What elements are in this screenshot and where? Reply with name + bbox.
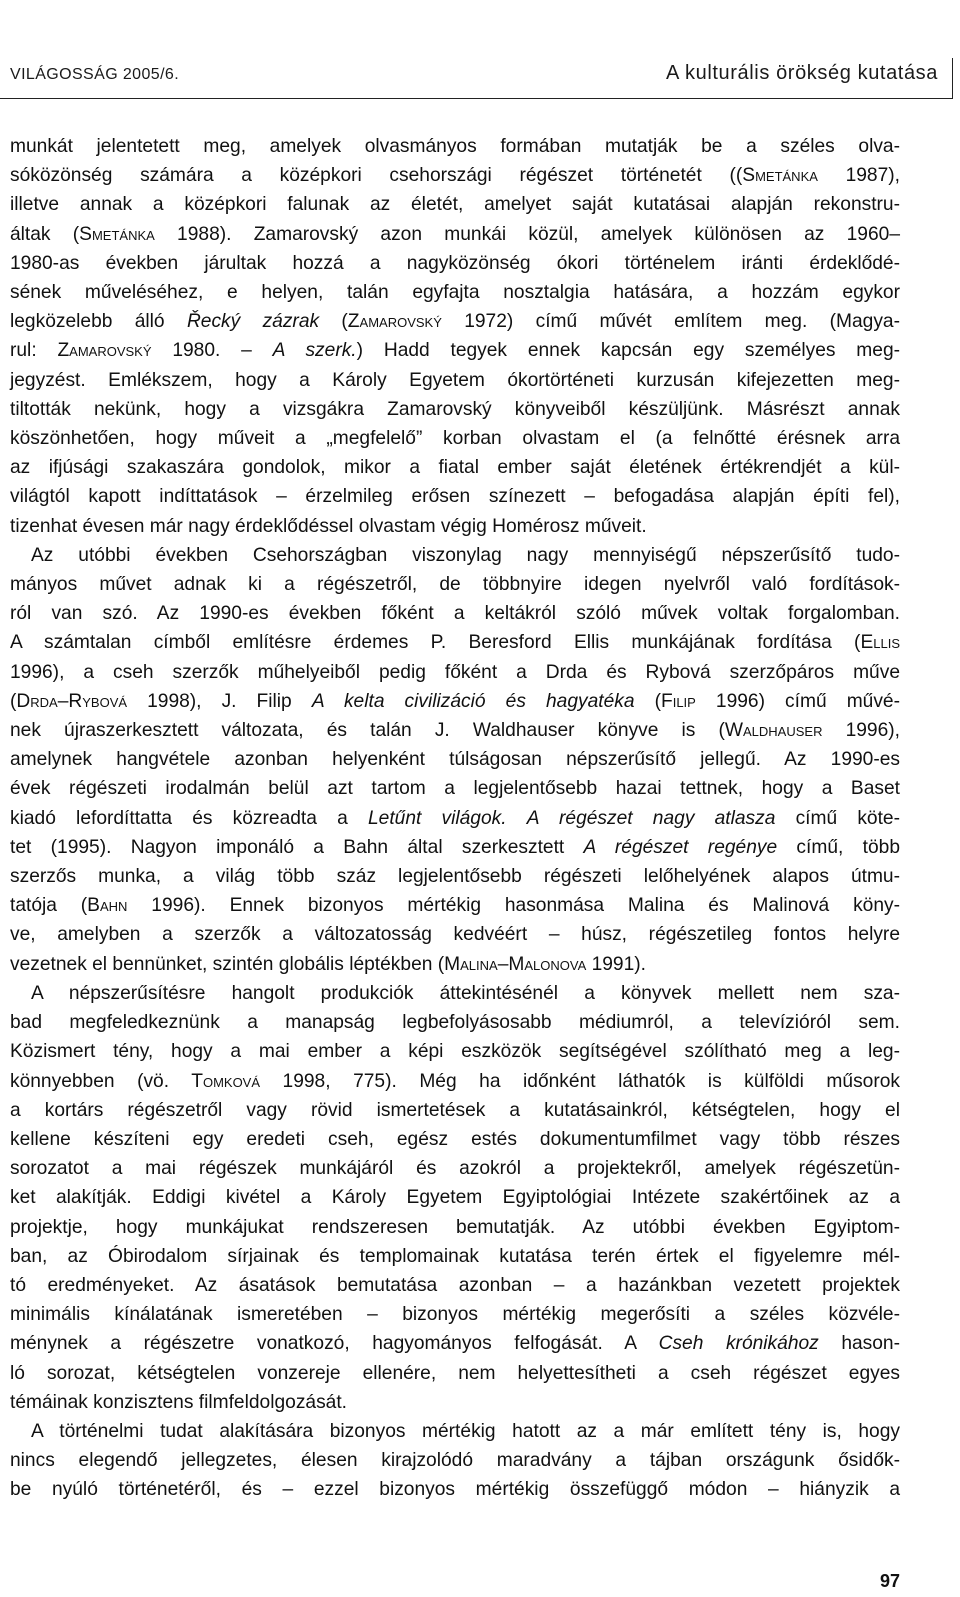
- text-line: [10, 453, 900, 482]
- text-run: jegyzést. Emlékszem, hogy a Károly Egyetem ókortörténeti kurzusán kifejezetten meg-: [10, 369, 900, 391]
- title-italic: Letűnt világok.: [367, 807, 507, 829]
- text-line: [10, 1271, 900, 1300]
- author-citation: rda: [30, 690, 58, 712]
- text-line: [10, 1417, 900, 1446]
- page-number: 97: [880, 1571, 901, 1591]
- text-line: [10, 1067, 900, 1096]
- text-run: köszönhetően, hogy műveit a „megfelelő” korban olvastam el (a felnőtté érésnek arra: [10, 428, 900, 450]
- text-line: [10, 862, 900, 891]
- author-citation: ybová: [82, 690, 128, 712]
- text-run: –R: [57, 690, 83, 712]
- text-run: 1996). Ennek bizonyos mértékig hasonmása Malina és Malinová köny-: [127, 895, 900, 917]
- text-run: ló sorozat, kétségtelen vonzereje ellenére, nem helyettesítheti a cseh régészet egyes: [10, 1362, 900, 1384]
- text-run: kiadó lefordíttatta és közreadta a: [10, 807, 368, 829]
- text-line: [10, 249, 900, 278]
- text-run: tiltották nekünk, hogy a vizsgákra Zamarovský könyveiből készüljünk. Másrészt annak: [10, 398, 900, 420]
- text-line: [10, 774, 900, 803]
- text-line: [10, 220, 900, 249]
- title-italic: A kelta civilizáció és hagyatéka: [311, 690, 635, 712]
- author-citation: ahn: [100, 895, 128, 917]
- text-run: tó eredményeket. Az ásatások bemutatása azonban – a hazánkban vezetett projektek: [10, 1274, 900, 1296]
- title-italic: Řecký zázrak: [186, 311, 320, 333]
- text-run: szerzős munka, a világ több száz legjelentősebb régészeti lelőhelyének alapos útmu-: [10, 866, 900, 888]
- text-run: áltak (S: [10, 223, 92, 245]
- text-run: 1972) című művét említem meg. (Magya-: [441, 311, 900, 333]
- text-run: ) Hadd tegyek ennek kapcsán egy személyes meg-: [356, 340, 901, 362]
- author-citation: llis: [873, 632, 900, 654]
- author-citation: alina: [460, 953, 498, 975]
- text-run: nek újraszerkesztett változata, és talán J. Waldhauser könyve is (W: [10, 720, 743, 742]
- text-run: Közismert tény, hogy a mai ember a képi eszközök segítségével szólítható meg a leg-: [10, 1041, 900, 1063]
- text-line: [10, 1388, 900, 1417]
- text-run: évek régészeti irodalmán belül azt tartom a legjelentősebb hazai tettnek, hogy a Baset: [10, 778, 900, 800]
- text-run: sorozatot a mai régészek munkájáról és azokról a projektekről, amelyek régészetün-: [10, 1158, 900, 1180]
- text-run: rul: Z: [10, 340, 70, 362]
- text-run: be nyúló történetéről, és – ezzel bizonyos mértékig összefüggő módon – hiányzik a: [10, 1479, 900, 1501]
- text-run: 1980. –: [151, 340, 273, 362]
- text-run: 1996),: [822, 720, 900, 742]
- text-line: [10, 336, 900, 365]
- text-run: 1987),: [817, 165, 900, 187]
- text-run: –M: [497, 953, 525, 975]
- text-run: hason-: [818, 1333, 900, 1355]
- author-citation: metánka: [755, 165, 818, 187]
- text-run: témáinak konzisztens filmfeldolgozását.: [10, 1391, 348, 1413]
- text-line: [10, 278, 900, 307]
- text-line: [10, 541, 900, 570]
- text-line: [10, 1213, 900, 1242]
- text-line: [10, 1125, 900, 1154]
- text-run: sóközönség számára a középkori csehországi régészet történetét ((S: [10, 165, 756, 187]
- text-run: tizenhat évesen már nagy érdeklődéssel olvastam végig Homérosz műveit.: [10, 515, 647, 537]
- text-line: [10, 804, 900, 833]
- text-line: [10, 512, 900, 541]
- text-run: illetve annak a középkori falunak az életét, amelyet saját kutatásai alapján rekonstru-: [10, 194, 900, 216]
- text-line: [10, 1242, 900, 1271]
- text-run: ket alakítják. Eddigi kivétel a Károly Egyetem Egyiptológiai Intézete szakértőinek az a: [10, 1187, 900, 1209]
- title-italic: A szerk.: [272, 340, 357, 362]
- article-body: [10, 132, 900, 1505]
- text-run: ménynek a régészetre vonatkozó, hagyományos felfogását. A: [10, 1333, 659, 1355]
- text-line: [10, 599, 900, 628]
- text-line: [10, 1329, 900, 1358]
- text-line: [10, 1037, 900, 1066]
- text-line: [10, 1475, 900, 1504]
- text-line: [10, 658, 900, 687]
- text-line: [10, 395, 900, 424]
- text-run: 1991).: [586, 953, 646, 975]
- text-line: [10, 891, 900, 920]
- text-run: munkát jelentetett meg, amelyek olvasmányos formában mutatják be a széles olva-: [10, 136, 900, 157]
- text-run: (Z: [319, 311, 360, 333]
- text-line: [10, 1446, 900, 1475]
- text-line: [10, 979, 900, 1008]
- title-italic: Cseh krónikához: [658, 1333, 819, 1355]
- journal-title: VILÁGOSSÁG 2005/6.: [10, 66, 180, 83]
- text-run: tet (1995). Nagyon imponáló a Bahn által szerkesztett: [10, 836, 584, 858]
- section-title: A kulturális örökség kutatása: [666, 62, 938, 84]
- text-run: 1998), J. Filip: [127, 690, 312, 712]
- text-run: az ifjúsági szakaszára gondolok, mikor a fiatal ember saját életének értékrendjét a kül-: [10, 457, 900, 479]
- text-line: [10, 366, 900, 395]
- text-run: minimális kínálatának ismeretében – bizonyos mértékig megerősíti a széles közvéle-: [10, 1304, 900, 1326]
- author-citation: alonova: [524, 953, 587, 975]
- running-header: [0, 58, 953, 99]
- text-run: 1980-as években járultak hozzá a nagyközönség ókori történelem iránti érdeklődé-: [10, 252, 900, 274]
- text-line: [10, 833, 900, 862]
- text-run: című köte-: [775, 807, 900, 829]
- text-run: A történelmi tudat alakítására bizonyos mértékig hatott az a már említett tény is, hogy: [31, 1420, 900, 1442]
- text-run: bad megfeledkeznünk a manapság legbefolyásosabb médiumról, a televízióról sem.: [10, 1012, 900, 1034]
- text-run: kellene készíteni egy eredeti cseh, egész estés dokumentumfilmet vagy több részes: [10, 1128, 900, 1150]
- text-line: [10, 482, 900, 511]
- text-run: ban, az Óbirodalom sírjainak és templomainak kutatása terén értek el figyelemre mél-: [10, 1245, 900, 1267]
- text-line: [10, 1008, 900, 1037]
- text-run: tatója (B: [10, 895, 100, 917]
- text-line: [10, 307, 900, 336]
- text-run: (F: [634, 690, 673, 712]
- text-run: a kortárs régészetről vagy rövid ismertetések a kutatásainkról, kétségtelen, hogy el: [10, 1099, 900, 1121]
- text-line: [10, 950, 900, 979]
- text-run: mányos művet adnak ki a régészetről, de többnyire idegen nyelvről való fordítások-: [10, 574, 900, 596]
- text-run: (D: [10, 690, 31, 712]
- text-line: [10, 687, 900, 716]
- text-run: vezetnek el bennünket, szintén globális léptékben (M: [10, 953, 461, 975]
- text-line: [10, 424, 900, 453]
- text-run: nincs elegendő jellegzetes, élesen kirajzolódó maradvány a tájban országunk ősidők-: [10, 1450, 900, 1472]
- text-run: legközelebb álló: [10, 311, 187, 333]
- text-line: [10, 716, 900, 745]
- author-citation: omková: [202, 1070, 261, 1092]
- text-line: [10, 745, 900, 774]
- text-run: könnyebben (vö. T: [10, 1070, 203, 1092]
- text-line: [10, 920, 900, 949]
- text-run: 1998, 775). Még ha időnként láthatók is külföldi műsorok: [260, 1070, 900, 1092]
- text-run: sének műveléséhez, e helyen, talán egyfajta nosztalgia hatására, a hozzám egykor: [10, 282, 900, 304]
- author-citation: amarovský: [69, 340, 152, 362]
- text-run: című, több: [777, 836, 900, 858]
- text-run: 1996) című művé-: [695, 690, 900, 712]
- title-italic: A régészet nagy atlasza: [526, 807, 776, 829]
- text-line: [10, 1300, 900, 1329]
- author-citation: amarovský: [359, 311, 442, 333]
- text-run: 1988). Zamarovský azon munkái közül, amelyek különösen az 1960–: [154, 223, 900, 245]
- title-italic: A régészet regénye: [583, 836, 778, 858]
- text-run: 1996), a cseh szerzők műhelyeiből pedig főként a Drda és Rybová szerzőpáros műve: [10, 661, 900, 683]
- text-run: ról van szó. Az 1990-es években főként a keltákról szóló művek voltak forgalomban.: [10, 603, 900, 625]
- text-line: [10, 161, 900, 190]
- text-line: [10, 628, 900, 657]
- author-citation: metánka: [91, 223, 155, 245]
- text-line: [10, 190, 900, 219]
- text-line: [10, 132, 900, 161]
- author-citation: ilip: [672, 690, 696, 712]
- text-line: [10, 1359, 900, 1388]
- text-line: [10, 1096, 900, 1125]
- text-run: projektje, hogy munkájukat rendszeresen bemutatják. Az utóbbi években Egyiptom-: [10, 1216, 900, 1238]
- author-citation: aldhauser: [743, 720, 823, 742]
- text-run: A népszerűsítésre hangolt produkciók áttekintésénél a könyvek mellett nem sza-: [31, 982, 900, 1004]
- text-line: [10, 1183, 900, 1212]
- text-line: [10, 1154, 900, 1183]
- text-run: világtól kapott indíttatások – érzelmileg erősen színezett – befogadása alapján építi fel),: [10, 486, 900, 508]
- text-run: [507, 808, 527, 829]
- text-run: Az utóbbi években Csehországban viszonylag nagy mennyiségű népszerűsítő tudo-: [31, 544, 900, 566]
- text-run: ve, amelyben a szerzők a változatosság kedvéért – húsz, régészetileg fontos helyre: [10, 924, 900, 946]
- text-line: [10, 570, 900, 599]
- text-run: A számtalan címből említésre érdemes P. Beresford Ellis munkájának fordítása (E: [10, 632, 874, 654]
- text-run: amelynek hangvétele azonban helyenként túlságosan népszerűsítő jellegű. Az 1990-es: [10, 749, 900, 771]
